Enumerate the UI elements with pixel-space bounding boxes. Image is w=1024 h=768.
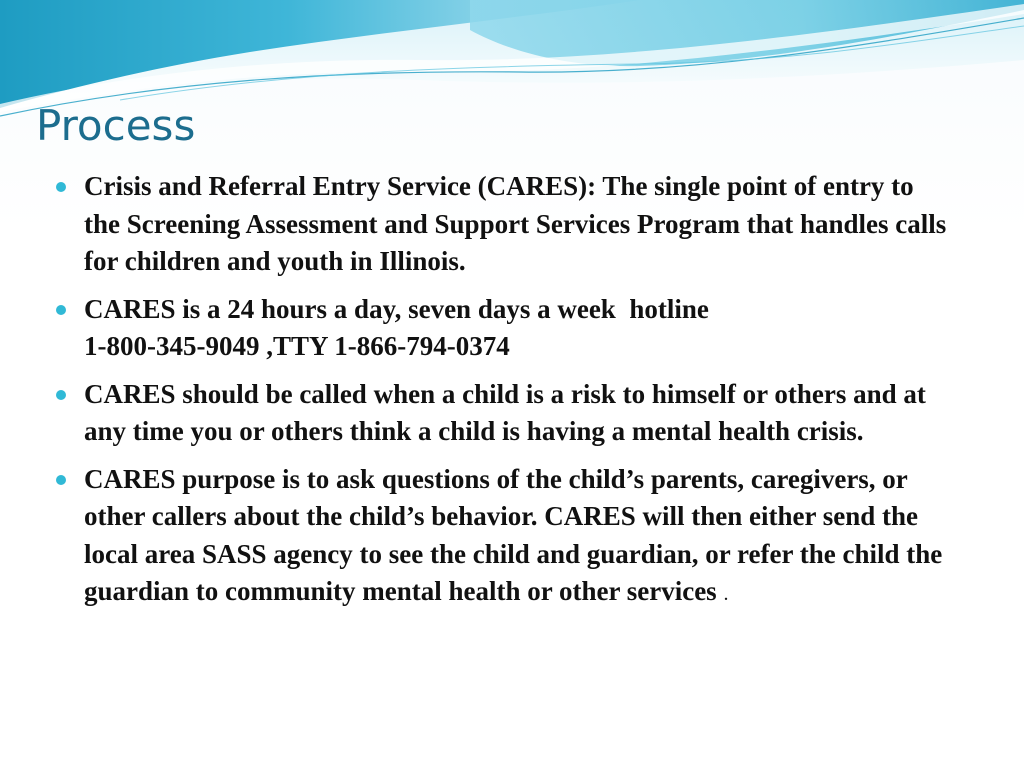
- bullet-text-suffix: .: [723, 583, 729, 605]
- bullet-text: CARES should be called when a child is a risk to himself or others and at any time you or others think a child is having a mental health crisis.: [84, 378, 933, 446]
- bullet-item-hotline: [56, 291, 956, 366]
- bullet-text-with-suffix: [84, 461, 956, 614]
- bullet-list: [56, 168, 956, 624]
- bullet-item-cares-definition: [56, 168, 956, 281]
- bullet-item-when-to-call: [56, 376, 956, 451]
- bullet-text: Crisis and Referral Entry Service (CARES): The single point of entry to the Screening Assessment and Support Services Program that handles calls for children and youth in Illinois.: [84, 171, 954, 276]
- bullet-dot-icon: [56, 390, 66, 400]
- bullet-item-purpose: [56, 461, 956, 614]
- bullet-text: CARES is a 24 hours a day, seven days a week hotline 1-800-345-9049 ,TTY 1-866-794-0374: [84, 293, 709, 361]
- bullet-text-main: CARES purpose is to ask questions of the child’s parents, caregivers, or other callers about the child’s behavior. CARES will then either send the local area SASS agency to see the child and guardian, or refer the child the guardian to community mental health or other services: [84, 463, 949, 606]
- bullet-dot-icon: [56, 182, 66, 192]
- slide-title: Process: [36, 101, 196, 150]
- bullet-dot-icon: [56, 475, 66, 485]
- bullet-dot-icon: [56, 305, 66, 315]
